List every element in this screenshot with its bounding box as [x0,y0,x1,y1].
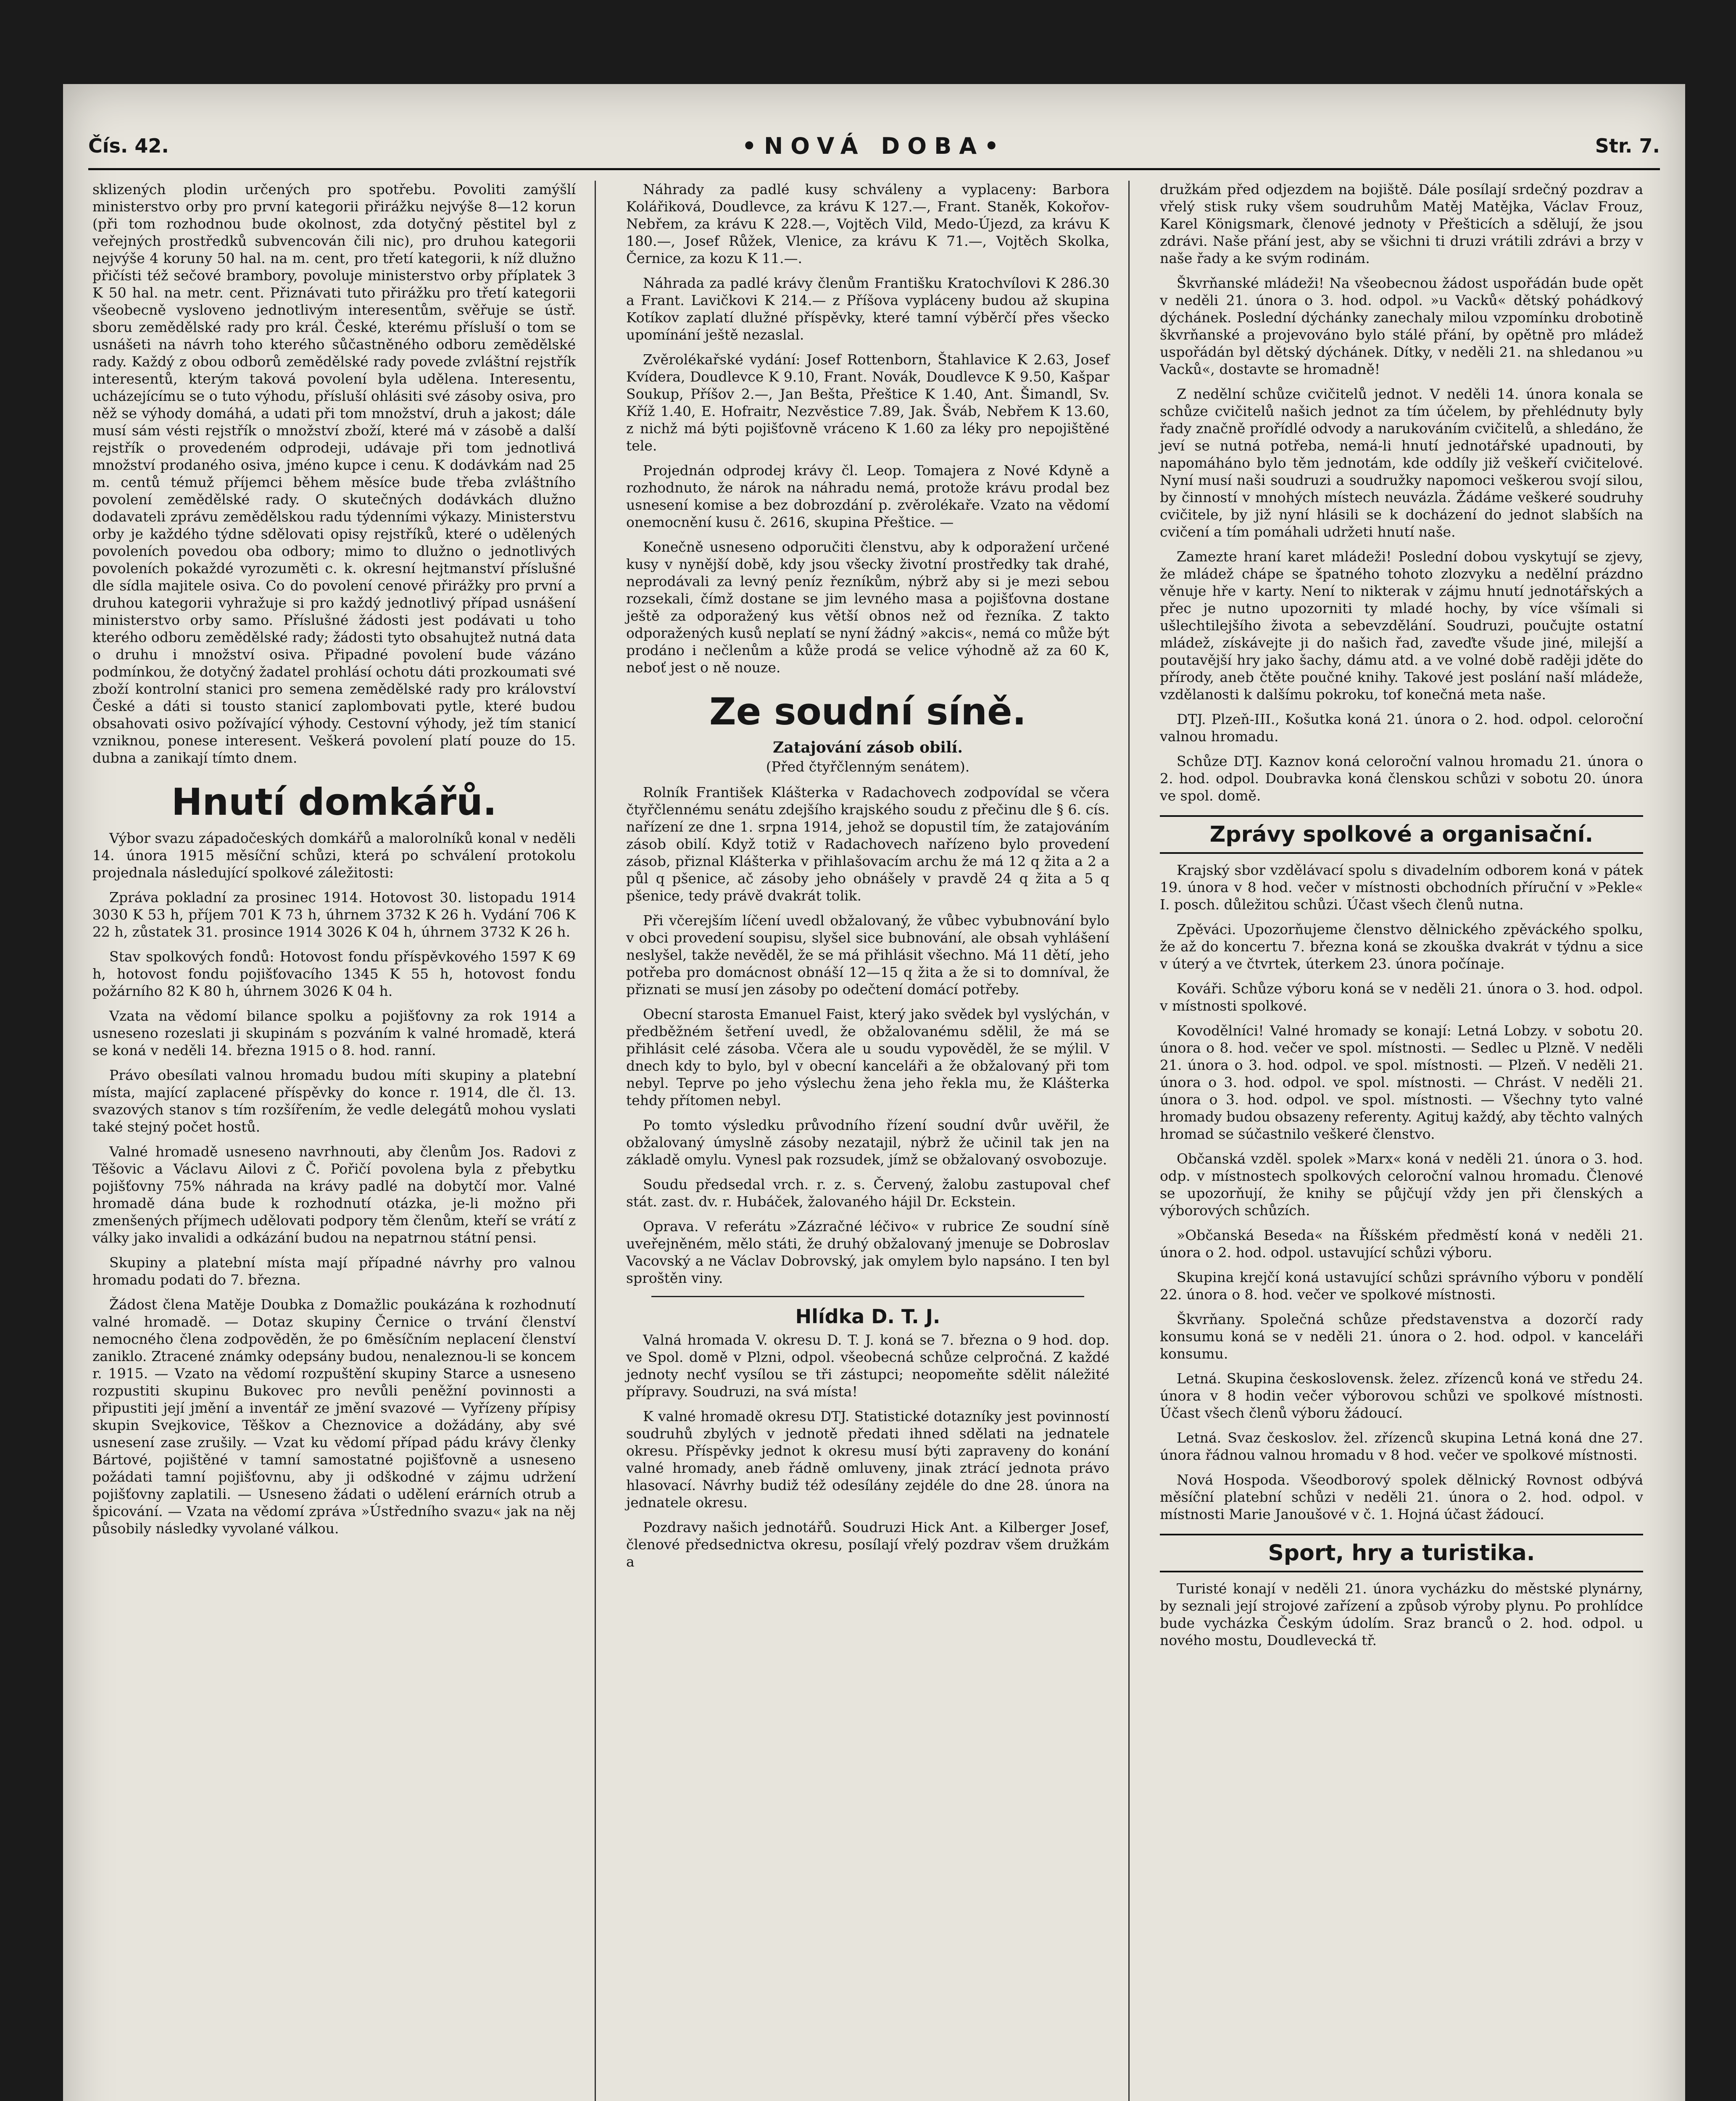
article-paragraph: Z nedělní schůze cvičitelů jednot. V neděli 14. února konala se schůze cvičitelů našich jednot za tím účelem, by přehlédnuty byly řady značně prořídlé odvody a narukováním cvičitelů, a shledáno, že jeví se nutná potřeba, nemá-li hnutí jednotářské upadnouti, by napomáháno bylo těm jednotám, kde oddíly již veškeří cvičitelové. Nyní musí naši soudruzi a soudružky napomoci veškerou svojí silou, by činností v mnohých místech neuvázla. Žádáme veškeré soudruhy cvičitele, by již nyní hlásili se k docházení do jednot slabších na cvičení a tím pomáhali udržeti hnutí naše. [1160,386,1643,540]
article-paragraph: Soudu předsedal vrch. r. z. s. Červený, žalobu zastupoval chef stát. zast. dv. r. Hubáček, žalovaného hájil Dr. Eckstein. [626,1176,1109,1210]
article-paragraph: Kováři. Schůze výboru koná se v neděli 21. února o 3. hod. odpol. v místnosti spolkové. [1160,980,1643,1014]
article-paragraph: Kovodělníci! Valné hromady se konají: Letná Lobzy. v sobotu 20. února o 8. hod. večer ve spol. místnosti. — Sedlec u Plzně. V neděli 21. února o 3. hod. odpol. ve spol. místnosti. — Plzeň. V neděli 21. února o 3. hod. odpol. ve spol. místnosti. — Chrást. V neděli 21. února o 3. hod. odpol. ve spol. místnosti. — Všechny tyto valné hromady budou obsazeny referenty. Agituj každý, aby těchto valných hromad se súčastnilo veškeré členstvo. [1160,1022,1643,1142]
article-paragraph: Rolník František Klášterka v Radachovech zodpovídal se včera čtyřčlennému senátu zdejšího krajského soudu z přečinu dle § 6. cís. nařízení ze dne 1. srpna 1914, jehož se dopustil tím, že zatajováním zásob obilí. Když totiž v Radachovech nařízeno bylo provedení zásob, přiznal Klášterka v přihlašovacím archu že má 12 q žita a 2 a půl q pšenice, ač zásoby jeho obnášely v pravdě 24 q žita a 5 q pšenice, tedy právě dvakrát tolik. [626,784,1109,904]
article-paragraph: Žádost člena Matěje Doubka z Domažlic poukázána k rozhodnutí valné hromadě. — Dotaz skupiny Černice o trvání členství nemocného člena zodpověděn, že po 6měsíčním neplacení členství zaniklo. Ztracené známky odepsány budou, nenaleznou-li se koncem r. 1915. — Vzato na vědomí rozpuštění skupiny Starce a usneseno rozpustiti skupinu Bukovec pro nevůli peněžní povinnosti a připustiti její jmění a inventář ze jmění svazové — Vyřízeny přípisy skupin Svejkovice, Těškov a Cheznovice a dožádány, aby své usnesení zase zrušily. — Vzat ku vědomí případ pádu krávy členky Bártové, pojištěné v tamní samostatné pojišťovně a usneseno požádati tamní pojišťovnu, aby ji odškodné v zájmu udržení pojišťovny zaplatili. — Usneseno žádati o udělení erárních otrub a špicování. — Vzata na vědomí zpráva »Ústředního svazu« jak na něj působily následky vyvolané válkou. [92,1296,576,1537]
newspaper-page [63,84,1685,2101]
section-heading-hlidka: Hlídka D. T. J. [795,1305,940,1328]
article-paragraph: Projednán odprodej krávy čl. Leop. Tomajera z Nové Kdyně a rozhodnuto, že nárok na náhradu nemá, protože krávu prodal bez usnesení komise a bez dobrozdání p. zvěrolékaře. Vzato na vědomí onemocnění kusu č. 2616, skupina Přeštice. — [626,462,1109,530]
column-1 [92,181,576,1545]
article-paragraph: Konečně usneseno odporučiti členstvu, aby k odporažení určené kusy v nynější době, kdy jsou všecky životní prostředky tak drahé, neprodávali za levný peníz řezníkům, nýbrž aby si je mezi sebou rozsekali, čímž dostane se jim levného masa a pojišťovna dostane ještě za odporažený kus větší obnos než od řezníka. Z takto odporažených kusů neplatí se nyní žádný »akcis«, nemá co může být prodáno i nečlenům a kůže prodá se velice výhodně až za 60 K, neboť jest o ně nouze. [626,539,1109,676]
article-paragraph: Krajský sbor vzdělávací spolu s divadelním odborem koná v pátek 19. února v 8 hod. večer v místnosti obchodních příruční v »Pekle« I. posch. důležitou schůzi. Účast všech členů nutna. [1160,862,1643,913]
column-2 [626,181,1109,1578]
article-paragraph: sklizených plodin určených pro spotřebu. Povoliti zamýšlí ministerstvo orby pro první kategorii přirážku nejvýše 8—12 korun (při tom rozhodnou bude okolnost, zda dotyčný pěstitel byl z veřejných prostředků subvencován čili nic), pro druhou kategorii nejvýše 4 koruny 50 hal. na m. cent, pro třetí kategorii, k níž dlužno přičísti též sečové brambory, povoluje ministerstvo orby příplatek 3 K 50 hal. na metr. cent. Přiznávati tuto přirážku pro třetí kategorii všeobecně vysloveno jednotlivým interesentům, svěřuje se ústř. sboru zemědělské rady pro král. České, kterému přísluší o tom se usnášeti na návrh toho kterého sůčastněného odboru zemědělské rady. Každý z obou odborů zemědělské rady povede zvláštní rejstřík interesentů, kterým taková povolení byla udělena. Interesentu, ucházejícímu se o tuto výhodu, přísluší ohlásiti své zásoby osiva, pro něž se výhody domáhá, a udati při tom množství, druh a jakost; dále musí sám vésti rejstřík o množství zboží, které má v zásobě a další rejstřík o provedeném odprodeji, udávaje při tom jednotlivá množství prodaného osiva, jméno kupce i cenu. K dodávkám nad 25 m. centů témuž příjemci během měsíce bude třeba zvláštního povolení zemědělské rady. O skutečných dodávkách dlužno dodavateli zprávu zemědělskou radu týdenními výkazy. Ministerstvu orby je každého týdne sdělovati opisy rejstříků, které o udělených povoleních povedou oba odbory; mimo to dlužno o jednotlivých povoleních pokaždé vyrozuměti c. k. okresní hejtmanství příslušné dle sídla majitele osiva. Co do povolení cenové přirážky pro první a druhou kategorii vyhražuje si pro každý jednotlivý případ usnášení ministerstvo orby samo. Příslušné žádosti jest podávati u toho kterého odboru zemědělské rady; žádosti tyto obsahujtež nutná data o druhu i množství osiva. Připadné povolení bude vázáno podmínkou, že dotyčný žadatel prohlásí ochotu dáti prozkoumati své zboží kontrolní stanici pro semena zemědělské rady pro království České a dáti si tousto stanicí zaplombovati pytle, které budou obsahovati osivo požívající výhody. Cestovní výhody, jež tím stanicí vzniknou, ponese interesent. Veškerá povolení platí pouze do 15. dubna a zanikají tímto dnem. [92,181,576,766]
article-paragraph: družkám před odjezdem na bojiště. Dále posílají srdečný pozdrav a vřelý stisk ruky všem soudruhům Matěj Matějka, Václav Frouz, Karel Königsmark, členové jednoty v Přešticích a sdělují, že jsou zdrávi. Naše přání jest, aby se všichni ti druzi vrátili zdrávi a brzy v naše řady a ke svým rodinám. [1160,181,1643,266]
article-paragraph: K valné hromadě okresu DTJ. Statistické dotazníky jest povinností soudruhů zbylých v jednotě předati ihned sdělati na jednatele okresu. Příspěvky jednot k okresu musí býti zapraveny do konání valné hromady, aneb řádně omluveny, jinak ztrácí jednota právo hlasovací. Návrhy budiž též odesílány zejdéle do dne 28. února na jednatele okresu. [626,1408,1109,1511]
newspaper-title: •NOVÁ DOBA• [742,133,1006,159]
article-paragraph: Obecní starosta Emanuel Faist, který jako svědek byl vyslýchán, v předběžném šetření uvedl, že obžalovanému sdělil, že má se přihlásit celé zásoba. Včera ale u soudu vypověděl, že se mýlil. V dnech kdy to bylo, byl v obecní kanceláři a že obžalovaný při tom nebyl. Teprve po jeho výslechu žena jeho řekla mu, že Klášterka tehdy přítomen nebyl. [626,1006,1109,1108]
article-paragraph: Zpěváci. Upozorňujeme členstvo dělnického zpěváckého spolku, že až do koncertu 7. března koná se zkouška dvakrát v týdnu a sice v úterý a ve čtvrtek, úterkem 23. února počínaje. [1160,921,1643,972]
article-paragraph: Náhrada za padlé krávy členům Františku Kratochvílovi K 286.30 a Frant. Lavičkovi K 214.— z Příšova vypláceny budou až skupina Kotíkov zaplatí dlužné příspěvky, které tamní výběrčí přes všecko upomínání ještě nezaslal. [626,275,1109,343]
article-title: Zatajování zásob obilí. [773,739,963,756]
article-paragraph: Skupiny a platební místa mají případné návrhy pro valnou hromadu podati do 7. března. [92,1254,576,1288]
article-subtitle: (Před čtyřčlenným senátem). [766,758,970,775]
article-paragraph: Nová Hospoda. Všeodborový spolek dělnický Rovnost odbývá měsíční platební schůzi v neděli 21. února o 2. hod. odpol. v místnosti Marie Janoušové v č. 1. Hojná účast žádoucí. [1160,1472,1643,1522]
article-paragraph: Při včerejším líčení uvedl obžalovaný, že vůbec vybubnování bylo v obci provedení soupisu, slyšel sice bubnování, ale obsah vyhlášení neslyšel, takže nevěděl, že se má přihlásit všechno. Má 11 dětí, jeho potřeba pro domácnost obnáší 12—15 q žita a že si to domníval, že přiznati se musí jen zásoby po odečtení domácí potřeby. [626,912,1109,998]
article-paragraph: Turisté konají v neděli 21. února vycházku do městské plynárny, by seznali její strojové zařízení a způsob výroby plynu. Po prohlídce bude vycházka Českým údolím. Sraz branců o 2. hod. odpol. u nového mostu, Doudlevecká tř. [1160,1580,1643,1648]
article-paragraph: Letná. Skupina československ. želez. zřízenců koná ve středu 24. února v 8 hodin večer výborovou schůzi ve spolkové místnosti. Účast všech členů výboru žádoucí. [1160,1370,1643,1421]
article-paragraph: »Občanská Beseda« na Říšském předměstí koná v neděli 21. února o 2. hod. odpol. ustavující schůzi výboru. [1160,1227,1643,1261]
article-paragraph: Skupina krejčí koná ustavující schůzi správního výboru v pondělí 22. února o 8. hod. večer ve spolkové místnosti. [1160,1269,1643,1303]
article-paragraph: Po tomto výsledku průvodního řízení soudní dvůr uvěřil, že obžalovaný úmyslně zásoby nezatajil, nýbrž že učinil tak jen na základě omylu. Vynesl pak rozsudek, jímž se obžalovaný osvobozuje. [626,1117,1109,1168]
article-paragraph: Oprava. V referátu »Zázračné léčivo« v rubrice Ze soudní síně uveřejněném, mělo státi, že druhý obžalovaný jmenuje se Dobroslav Vacovský a ne Václav Dobrovský, jak omylem bylo napsáno. I ten byl sproštěn viny. [626,1218,1109,1286]
column-3 [1160,181,1643,1656]
article-paragraph: Stav spolkových fondů: Hotovost fondu příspěvkového 1597 K 69 h, hotovost fondu pojišťovacího 1345 K 55 h, hotovost fondu požárního 82 K 80 h, úhrnem 3026 K 04 h. [92,948,576,999]
article-paragraph: Zamezte hraní karet mládeži! Poslední dobou vyskytují se zjevy, že mládež chápe se špatného tohoto zlozvyku a nedělní prázdno věnuje hře v karty. Není to nikterak v zájmu hnutí jednotářských a přec je nutno upozorniti ty mladé hochy, by více všímali si ušlechtilejšího života a sebevzdělání. Soudruzi, poučujte ostatní mládež, získávejte ji do našich řad, zaveďte všude jiné, milejší a poutavější hry jako šachy, dámu atd. a ve volné době raději jděte do přírody, aneb čtěte poučné knihy. Takové jest poslání naší mládeže, vzdělanosti k dalšímu pokroku, tof konečná meta naše. [1160,548,1643,703]
article-paragraph: Náhrady za padlé kusy schváleny a vyplaceny: Barbora Kolářiková, Doudlevce, za krávu K 127.—, Frant. Staněk, Kokořov-Nebřem, za krávu K 228.—, Vojtěch Vild, Medo-Újezd, za krávu K 180.—, Josef Růžek, Vlenice, za krávu K 71.—, Vojtěch Skolka, Černice, za kozu K 11.—. [626,181,1109,266]
column-divider [595,181,596,2101]
article-paragraph: Škvrňanské mládeži! Na všeobecnou žádost uspořádán bude opět v neděli 21. února o 3. hod. odpol. »u Vacků« dětský pohádkový dýchánek. Poslední dýchánky zanechaly milou vzpomínku drobotině škvrňanské a projevováno bylo stálé přání, by opětně pro mládež uspořádán byl dětský dýchánek. Dítky, v neděli 21. na shledanou »u Vacků«, dostavte se hromadně! [1160,275,1643,377]
section-heading-soudni-sin: Ze soudní síně. [709,690,1027,733]
article-paragraph: Právo obesílati valnou hromadu budou míti skupiny a platební místa, mající zaplacené příspěvky do konce r. 1914, dle čl. 13. svazových stanov s tím rozšířením, že vedle delegátů mohou vyslati také stejný počet hostů. [92,1067,576,1135]
section-heading-sport: Sport, hry a turistika. [1160,1534,1643,1572]
article-paragraph: Občanská vzděl. spolek »Marx« koná v neděli 21. února o 3. hod. odp. v místnostech spolkových celoroční valnou hromadu. Členové se upozorňují, že knihy se půjčují vždy jen při členských a výborových schůzích. [1160,1151,1643,1219]
article-paragraph: Zvěrolékařské vydání: Josef Rottenborn, Štahlavice K 2.63, Josef Kvídera, Doudlevce K 9.10, Frant. Novák, Doudlevce K 9.50, Kašpar Soukup, Příšov 2.—, Jan Bešta, Přeštice K 1.40, Ant. Šimandl, Sv. Kříž 1.40, E. Hofraitr, Nezvěstice 7.89, Jak. Šváb, Nebřem K 13.60, z nichž má býti pojišťovně vráceno K 1.60 za léky pro nepojištěné tele. [626,351,1109,454]
article-paragraph: Valná hromada V. okresu D. T. J. koná se 7. března o 9 hod. dop. ve Spol. domě v Plzni, odpol. všeobecná schůze celpročná. Z každé jednoty nechť vysílou se tři zástupci; neopomeňte sdělit náležité přípravy. Soudruzi, na svá místa! [626,1332,1109,1400]
article-paragraph: Schůze DTJ. Kaznov koná celoroční valnou hromadu 21. února o 2. hod. odpol. Doubravka koná členskou schůzi v sobotu 20. února ve spol. domě. [1160,753,1643,804]
article-paragraph: Pozdravy našich jednotářů. Soudruzi Hick Ant. a Kilberger Josef, členové předsednictva okresu, posílají vřelý pozdrav všem družkám a [626,1519,1109,1570]
article-paragraph: Škvrňany. Společná schůze představenstva a dozorčí rady konsumu koná se v neděli 21. února o 2. hod. odpol. v kanceláři konsumu. [1160,1311,1643,1362]
page-number: Str. 7. [1595,134,1660,157]
section-heading-domkaru: Hnutí domkářů. [171,780,497,824]
article-paragraph: Zpráva pokladní za prosinec 1914. Hotovost 30. listopadu 1914 3030 K 53 h, příjem 701 K 73 h, úhrnem 3732 K 26 h. Vydání 706 K 22 h, zůstatek 31. prosince 1914 3026 K 04 h, úhrnem 3732 K 26 h. [92,889,576,940]
column-divider [1128,181,1130,2101]
article-paragraph: Letná. Svaz českoslov. žel. zřízenců skupina Letná koná dne 27. února řádnou valnou hromadu v 8 hod. večer ve spolkové místnosti. [1160,1430,1643,1463]
section-heading-zpravy-spolkove: Zprávy spolkové a organisační. [1160,815,1643,854]
article-paragraph: Valné hromadě usneseno navrhnouti, aby členům Jos. Radovi z Těšovic a Václavu Ailovi z Č. Pořičí povolena byla z přebytku pojišťovny 75% náhrada na krávy padlé na dobytčí mor. Valné hromadě dána bude k rozhodnutí otázka, je-li možno při zmenšených příjmech udělovati podpory těm členům, kteří se vrátí z války jako invalidi a odkázání budou na nepatrnou státní pensi. [92,1143,576,1246]
divider [651,1296,1084,1297]
article-paragraph: Výbor svazu západočeských domkářů a malorolníků konal v neděli 14. února 1915 měsíční schůzi, která po schválení protokolu projednala následující spolkové záležitosti: [92,830,576,881]
issue-number: Čís. 42. [88,134,169,157]
article-paragraph: Vzata na vědomí bilance spolku a pojišťovny za rok 1914 a usneseno rozeslati ji skupinám s pozváním k valné hromadě, která se koná v neděli 14. března 1915 o 8. hod. ranní. [92,1008,576,1058]
article-paragraph: DTJ. Plzeň-III., Košutka koná 21. února o 2. hod. odpol. celoroční valnou hromadu. [1160,711,1643,745]
page-header [88,130,1660,170]
